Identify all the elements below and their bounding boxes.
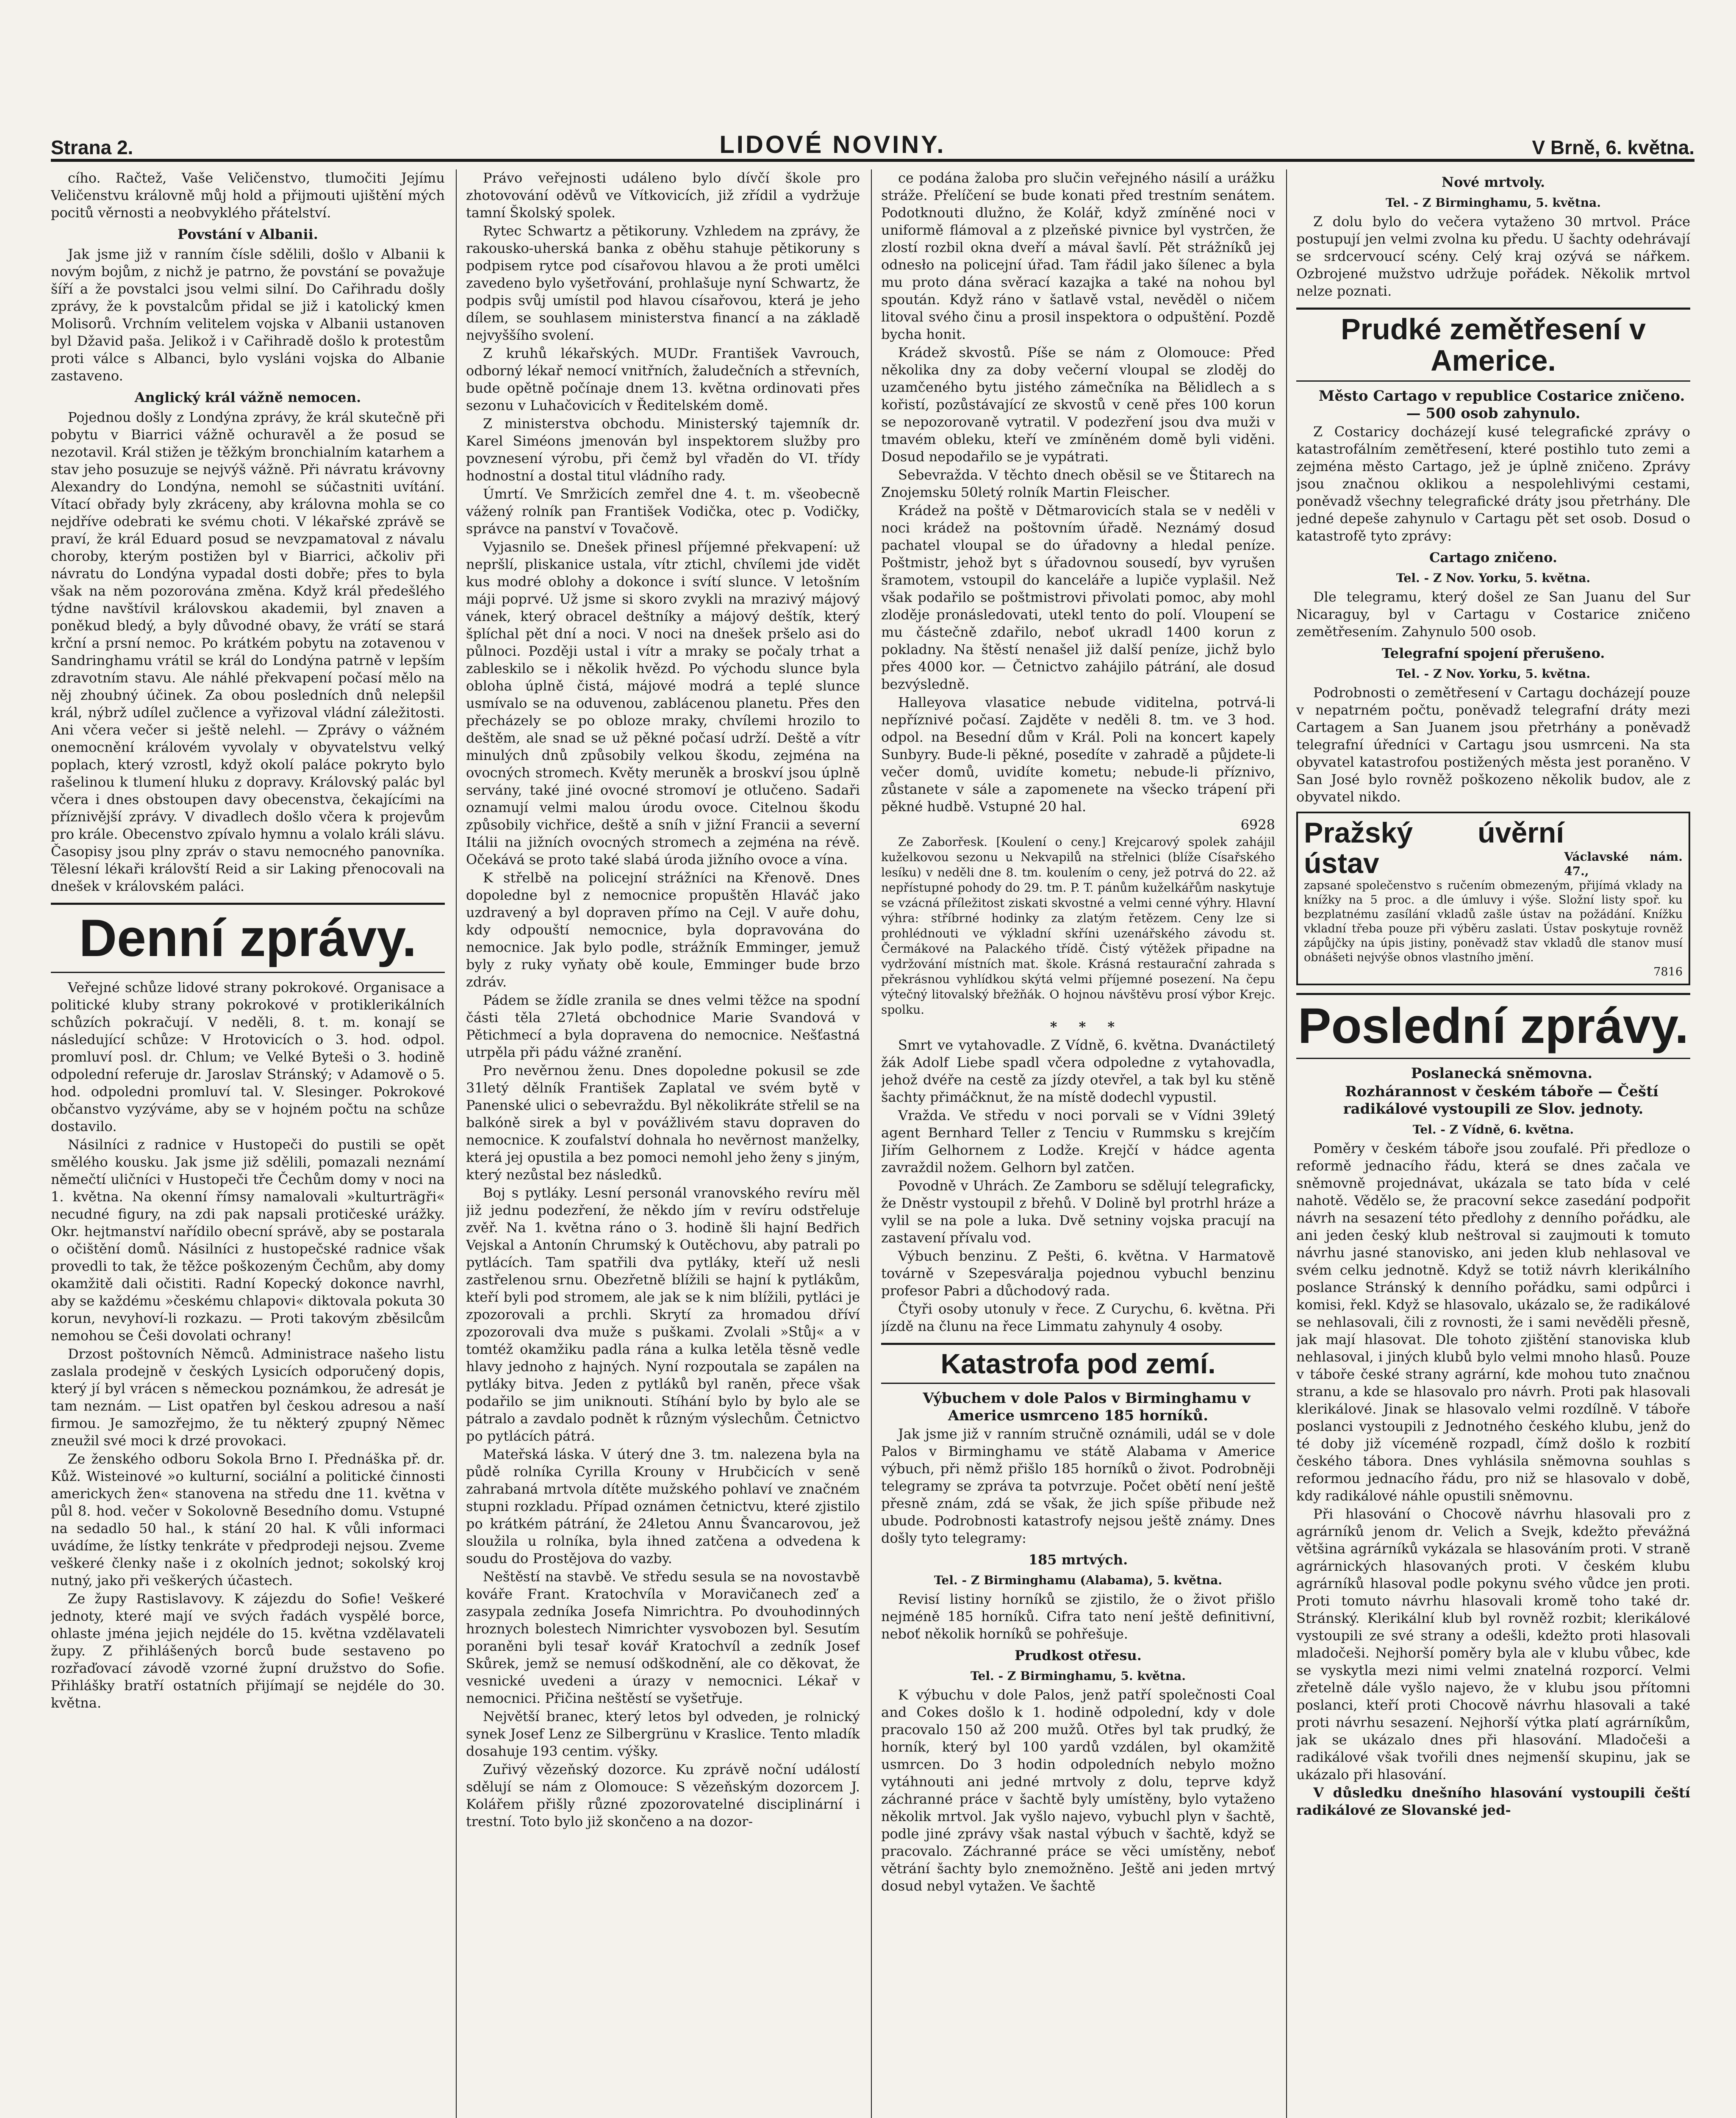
subtitle-zemetreseni: Město Cartago v republice Costarice zničeno. — 500 osob zahynulo.: [1318, 388, 1685, 422]
section-title-katastrofa: Katastrofa pod zemí.: [881, 1343, 1275, 1384]
article-pytlaci: Boj s pytláky. Lesní personál vranovského revíru měl již jednu podezření, že někdo jím v revíru odstřeluje zvěř. Na 1. května ráno o 3. hodině šli hajní Bedřich Vejskal a Antonín Chrumský k Outěchovu, aby patrali po pytlácích. Tam spatřili dva pytláky, kteří už nesli zastřelenou srnu. Obezřetně blížili se hajní k pytlákům, kteří byli pod stromem, ale jak se k nim blížili, pytláci je zpozorovali a prchli. Skrytí za hromadou dříví zpozorovali dva muže s puškami. Zvolali »Stůj« a v tomtéž okamžiku padla rána a kulka letěla těsně vedle hlavy jednoho z hajných. Nyní rozpoutala se zapálen na pytláky bitva. Jeden z pytláků byl raněn, přece však podařilo se jim uniknouti. Stíhání bylo by bylo ale se pátralo a zavdalo podnět k různým výslechům. Četnictvo po pytlácích pátrá.: [466, 1185, 860, 1444]
article-strelba: K střelbě na policejní strážníci na Křenově. Dnes dopoledne byl z nemocnice propuštěn Hlaváč jako uzdravený a byl dopraven přímo na Cejl. V auře dohu, kdy odpouští nemocnice, byla dopravována do nemocnice. Jak bylo podle, strážník Emminger, jemuž byly z ruky vyňaty obě koule, Emminger bude brzo zdráv.: [466, 870, 860, 990]
article-kradez-posta: Krádež na poště v Dětmarovicích stala se v neděli v noci krádež na poštovním úřadě. Neznámý dosud pachatel vloupal se do úřadovny a hledal peníze. Poštmistr, jehož byt s úřadovnou sousedí, byv vyrušen šramotem, vstoupil do kanceláře a lupiče vyplašil. Než však podařilo se poštmistrovi přivolati pomoc, aby mohl zloděje pronásledovati, utekl tento do polí. Vloupení se mu částečně zdařilo, neboť ukradl 1400 korun z pokladny. Na štěstí nenašel již další peníze, jichž bylo přes 4000 kor. — Četnictvo zahájilo pátrání, ale dosud bezvýsledně.: [881, 502, 1275, 692]
column-4: [1296, 169, 1690, 2118]
dateline: Tel. - Z Birminghamu, 5. května.: [970, 1669, 1186, 1683]
article-king: Pojednou došly z Londýna zprávy, že král skutečně při pobytu v Biarrici vážně ochuravěl a že posud se nezotavil. Král stižen je těžkým bronchialním katarhem a stav jeho posuzuje se nejvýš vážně. Při návratu krávovny Alexandry do Londýna, nemohl se súčastniti uvítání. Vítací obřady byly zkráceny, aby královna mohla se co nejdříve odebrati ke svému choti. V lékařské zprávě se praví, že král Eduard posud se nevzpamatoval z návalu choroby, kterým postižen byl v Biarrici, ačkoliv při návratu do Londýna vypadal dosti dobře; přes to byla však na něm pozorována změna. Když král předešlého týdne navštívil královskou akademii, byl znaven a poněkud bledý, a byly důvodné obavy, že vrátí se stará krční a prsní nemoc. Po krátkém pobytu na zotavenou v Sandringhamu vrátil se král do Londýna patrně v lepším zdravotním stavu. Ale náhlé překvapení počasí mělo na něj zhoubný účinek. Za obou posledních dnů nelepšil král, nýbrž udílel zučlence a vyřizoval vládní záležitosti. Ani včera večer si ještě nelehl. — Zprávy o vážném onemocnění královém vyvolaly v obyvatelstvu velký poplach, který vzrostl, když okolí paláce pokryto bylo rašelinou k tlumení hluku z dopravy. Královský palác byl včera i dnes obstoupen davy obecenstva, čekajícími na příznivější zprávy. V divadlech došlo včera k projevům pro krále. Obecenstvo zpívalo hymnu a volalo králi slávu. Časopisy jsou plny zpráv o stavu nemocného panovníka. Tělesní lékaři královští Reid a sir Laking přenocovali na dnešek v královském paláci.: [51, 409, 445, 894]
column-1: [51, 169, 445, 2118]
heading-cartago: Cartago zničeno.: [1429, 549, 1558, 566]
article-zemetreseni: Z Costaricy docházejí kusé telegrafické zprávy o katastrofálním zemětřesení, které postihlo tuto zemi a zejména město Cartago, jež je úplně zničeno. Zprávy jsou značnou oklikou a nespolehlivými cestami, poněvadž všechny telegrafické dráty jsou přetrhány. Dle jedné depeše zahynulo v Cartagu pět set osob. Dosud o katastrofě tyto zprávy:: [1296, 424, 1690, 544]
article-hlasovani: Při hlasování o Chocově návrhu hlasovali pro z agrárníků jenom dr. Velich a Svejk, kdežto převážná většina agrárníků vykázala se hlasováním proti. V straně agrárnických hlasovaných proti. V českém klubu agrárníků hlasoval podle pokynu svého vůdce jen proti. Proti tomuto návrhu hlasovali kromě toho také dr. Stránský. Klerikální klub byl rovněž rozbit; klerikálové vystoupili ze své strany a odešli, kdežto proti hlasovali mladočeši. Nejhorší poměry byla ale v klubu vůbec, kde se vyskytla mezi nimi velmi znatelná rozporcí. Velmi zřetelně dále vyšlo najevo, že v klubu jsou přítomni poslanci, kteří proti Chocově návrhu hlasovali a také proti návrhu sesazení. Nejhorší výtka platí agrárníkům, jak se ukázalo dnes při hlasování. Mladočeši a radikálové však tvořili dnes nejmenší skupinu, jak se ukázalo při hlasování.: [1296, 1505, 1690, 1783]
column-2: [466, 169, 860, 2118]
article-nestesti: Neštěstí na stavbě. Ve středu sesula se na novostavbě kováře Frant. Kratochvíla v Moravičanech zeď a zasypala zedníka Josefa Nimrichtra. Po dvouhodinných hroznych bolestech Nimrichter vysvobozen byl. Sesutím poraněni byli tesař kovář Kratochvíl a zedník Josef Skůrek, jemž se nemusí odškodnění, ale co děkovat, že vesnické uvedeni a úrazy v nemocnici. Lékař v nemocnici. Přičina neštěstí se vyšetřuje.: [466, 1569, 860, 1706]
subtitle-snemovna: Poslanecká sněmovna.: [1411, 1065, 1593, 1082]
dateline: Tel. - Z Birminghamu, 5. května.: [1385, 196, 1601, 210]
dateline: Tel. - Z Nov. Yorku, 5. května.: [1396, 667, 1591, 681]
heading-mrtvych: 185 mrtvých.: [1028, 1552, 1128, 1568]
article-dozorce: Zuřivý vězeňský dozorce. Ku zprávě noční událostí sdělují se nám z Olomouce: S vězeňským dozorcem J. Kolářem přišly různé zpozorovatelné disciplinární i trestní. Toto bylo již skončeno a na dozor-: [466, 1761, 860, 1830]
advertisement-uverni-ustav: [1296, 812, 1690, 985]
separator: * * *: [1050, 1019, 1123, 1035]
ad-number: 6928: [1240, 817, 1275, 833]
article-title-albania: Povstání v Albanii.: [177, 226, 318, 242]
article-schwartz: Rytec Schwartz a pětikoruny. Vzhledem na zprávy, že rakousko-uherská banka z oběhu stahuje pětikoruny s podpisem rytce pod císařovou hlavou a že proti umělci zavedeno bylo vyšetřování, prohlašuje nyní Schwartz, že podpis svůj umístil pod hlavou císařovou, která je jeho dílem, se souhlasem ministerstva financí a na základě nejvyššího svolení.: [466, 223, 860, 343]
dateline: Tel. - Z Birminghamu (Alabama), 5. května.: [934, 1573, 1223, 1588]
article-zupa: Ze župy Rastislavovy. K zájezdu do Sofie! Veškeré jednoty, které mají ve svých řadách vyspělé borce, ohlaste jména jejich nejdéle do 15. května vzdělavateli župy. Z přihlášených borců bude sestaveno po rozřaďovací závodě vzorné župní družstvo do Sofie. Přihlášky bratří ostatních přijímají se nejdéle do 30. května.: [51, 1591, 445, 1711]
article-padem: Pádem se žídle zranila se dnes velmi těžce na spodní části těla 27letá obchodnice Marie Svandová v Pětichmecí a byla dopravena do nemocnice. Nešťastná utrpěla při pádu vážné zranění.: [466, 992, 860, 1060]
article-zaloba: ce podána žaloba pro slučin veřejného násilí a urážku stráže. Přelíčení se bude konati před trestním senátem. Podotknouti dlužno, že Kolář, když zmíněné noci v uniformě flámoval a z plzeňské pivnice byl vystrčen, že zlostí rozbil okna dveří a mával šavlí. Pět strážníků jej odnesło na policejní úřad. Tam řádil jako šílenec a byla mu proto dána svěrací kazajka a také na nohou byl spoután. Když ráno v šatlavě vstal, nevěděl o ničem litoval svého činu a prosil inspektora o odpuštění. Pozdě bycha honit.: [881, 170, 1275, 342]
article-otresu: K výbuchu v dole Palos, jenž patří společnosti Coal and Cokes došlo k 1. hodině odpolední, kdy v dole pracovalo 150 až 200 mužů. Otřes byl tak prudký, že horník, který byl 100 yardů vzdálen, byl okamžitě usmrcen. Do 3 hodin odpoledních nebylo možno vytáhnouti ani jedné mrtvoly z dolu, teprve když záchranné práce v šachtě byly umístěny, bylo vytaženo několik mrtvol. Jak vyšlo najevo, vybuchl plyn v šachtě, podle jiné zprávy však nastal výbuch v šachtě, když se pracovalo. Záchranné práce se věci umístěny, neboť větrání šachty bylo znemožněno. Ještě ani jeden mrtvý dosud nebyl vytažen. Ve šachtě: [881, 1687, 1275, 1894]
article-drzost: Drzost poštovních Němců. Administrace našeho listu zaslala prodejně v českých Lysicích odporučený dopis, který jí byl vrácen s německou poznámkou, že adresát je tam neznám. — List opatřen byl českou adresou a naší firmou. Je samozřejmo, že tu některý zpupný Němec zneužil své moci k drzé provokaci.: [51, 1346, 445, 1449]
ad-address: Václavské nám. 47.,: [1564, 850, 1683, 878]
subtitle-katastrofa: Výbuchem v dole Palos v Birminghamu v Americe usmrceno 185 horníků.: [923, 1390, 1251, 1425]
page-header: [51, 125, 1694, 162]
article-mrtvych: Revisí listiny horníků se zjistilo, že o život přišlo nejméně 185 horníků. Cifra tato není ještě definitivní, neboť několik horníků se pohřešuje.: [881, 1591, 1275, 1642]
article-dusledek: V důsledku dnešního hlasování vystoupili čeští radikálové ze Slovanské jed-: [1296, 1784, 1690, 1818]
article-smrt: Smrt ve vytahovadle. Z Vídně, 6. května. Dvanáctiletý žák Adolf Liebe spadl včera odpoledne z vytahovadla, jehož dvéře na cestě za jízdy otevřel, a tak byl ku stěně šachty přimáčknut, že na místě dodechl vypustil.: [881, 1037, 1275, 1105]
article-title-king: Anglický král vážně nemocen.: [134, 389, 361, 405]
section-title-zemetreseni: Prudké zemětřesení v Americe.: [1296, 308, 1690, 382]
section-title-posledni-zpravy: Poslední zprávy.: [1296, 993, 1690, 1059]
subtitle-rozharannost: Rozhárannost v českém táboře — Čeští radikálové vystoupili ze Slov. jednoty.: [1343, 1083, 1658, 1117]
article-nasilnici: Násilníci z radnice v Hustopeči do pustili se opět smělého kousku. Jak jsme již sdělili, pomazali neznámí němečtí uličníci v Hustopeči tře Čechům domy v noci na 1. května. Na okenní římsy namalovali »kulturträgři« necudné figury, na zdi pak napsali protičeské urážky. Okr. hejtmanství nařídilo obecní správě, aby se postarala o očištění domů. Násilníci z hustopečské radnice však provedli to tak, že těžce poškozeným Čechům, aby domy okamžitě dali očistiti. Radní Kopecký dokonce navrhl, aby se každému »českému chlapovi« diktovala pokuta 30 korun, nevyhoví-li rozkazu. — Proti takovým zběsilcům nemohou se Češi dovolati ochrany!: [51, 1137, 445, 1344]
intro-text: cího. Račtež, Vaše Veličenstvo, tlumočiti Jejímu Veličenstvu královně můj hold a přijmouti ujištění mých pocitů věrnosti a neobvyklého přátelství.: [51, 170, 445, 221]
dateline: Tel. - Z Nov. Yorku, 5. května.: [1396, 571, 1591, 585]
ad-title: Pražský úvěrní ústav: [1304, 817, 1564, 879]
page-number: Strana 2.: [51, 136, 133, 158]
article-branec: Největší branec, který letos byl odveden, je rolnický synek Josef Lenz ze Silbergrünu v Kraslice. Tento mladík dosahuje 193 centim. výšky.: [466, 1708, 860, 1759]
article-albania: Jak jsme již v ranním čísle sdělili, došlo v Albanii k novým bojům, z nichž je patrno, že povstání se považuje šíří a že povstalci jsou velmi silní. Do Cařihradu došly zprávy, že k povstalcům přidal se již i katolický kmen Molisorů. Vrchním velitelem vojska v Albanii ustanoven byl Džavid paša. Jelikož i v Cařihradě došlo k protestům proti válce s Albanci, bylo vysláni vojska do Albanie zastaveno.: [51, 246, 445, 384]
issue-date: V Brně, 6. května.: [1532, 136, 1694, 158]
article-cartago: Dle telegramu, který došel ze San Juanu del Sur Nicaraguy, byl v Cartagu v Costarice zničeno zemětřesením. Zahynulo 500 osob.: [1296, 589, 1690, 640]
article-pomery: Poměry v českém táboře jsou zoufalé. Při předloze o reformě jednacího řádu, která se dnes začala ve sněmovně projednávat, ukázala se tato bída v celé nahotě. Vědělo se, že pracovní sekce zasedání podpořit návrh na sesazení této předlohy z denního pořádku, ale ani jeden český klub neštroval si zaujmouti k tomuto návrhu jasné stanovisko, ani jeden klub nehlasoval ve svém celku jednotně. Když se totiž návrh klerikálního poslance Stránský k denního pořádku, sami odpůrci i komisi, řekl. Když se hlasovalo, ukázalo se, že radikálové se nehlasovali, čili z rovnosti, že i sami nevěděli přesně, jak mají hlasovat. Dle tohoto zjištění stanoviska klub nehlasoval, i jiných klubů bylo velmi mnoho hlasů. Pouze v táboře české strany agrární, kde mohou tuto značnou stranu, a kde se hlasovalo pro návrh. Proti pak hlasovali klerikálové. Jinak se hlasovalo velmi rozdílně. V táboře poslanci vystoupili z Jednotného českého klubu, jenž do té doby již víceméně rozpadl, čímž došlo k rozbití českého tábora. Dnes vyhlásila sněmovna souhlas s reformou jednacího řádu, pro niž se hlasovalo v době, kdy radikálové náhle opustili sněmovnu.: [1296, 1140, 1690, 1504]
article-vrazda: Vražda. Ve středu v noci porvali se v Vídni 39letý agent Bernhard Teller z Tenciu v Rummsku s krejčím Jiřím Gelhornem z Lodže. Krejčí v hádce agenta zavraždil nožem. Gelhorn byl zatčen.: [881, 1107, 1275, 1175]
column-divider: [456, 169, 457, 2118]
article-pravo: Právo veřejnosti událeno bylo dívčí škole pro zhotovování oděvů ve Vítkovicích, již zřídil a vydržuje tamní Školský spolek.: [466, 170, 860, 221]
article-telegraf: Podrobnosti o zemětřesení v Cartagu docházejí pouze v nepatrném počtu, poněvadž telegrafní dráty mezi Cartagem a San Juanem jsou přetrhány a poněvadž telegrafní úředníci v Cartagu jsou usmrceni. Na sta obyvatel katastrofou postižených města jest poraněno. V San José bylo rovněž poškozeno několik budov, ale z obyvatel nikdo.: [1296, 685, 1690, 805]
article-materska: Mateřská láska. V úterý dne 3. tm. nalezena byla na půdě rolníka Cyrilla Krouny v Hrubčicích v seně zahrabaná mrtvola dítěte mužského pohlaví ve značném stupni rozkladu. Případ oznámen četnictvu, které zjistilo po krátkém pátrání, že 24letou Annu Švancarovou, jež sloužila u rolníka, byla ihned zatčena a odvedena k soudu do Prostějova do vazby.: [466, 1446, 860, 1566]
column-3: [881, 169, 1275, 2118]
column-divider: [1286, 169, 1287, 2118]
article-schuze: Veřejné schůze lidové strany pokrokové. Organisace a politické kluby strany pokrokové v protiklerikálních schůzích pokračují. V neděli, 8. t. m. konají se následující schůze: V Hrotovicích o 3. hod. odpol. promluví posl. dr. Chlum; ve Velké Byteši o 3. hodině odpolední referuje dr. Jaroslav Stránský; v Adamově o 5. hod. odpoledni promluví tal. V. Slesinger. Pokrokové občanstvo vyzýváme, aby se v hojném počtu na schůze dostavilo.: [51, 979, 445, 1135]
heading-nove-mrtvoly: Nové mrtvoly.: [1441, 174, 1545, 190]
article-lekari: Z kruhů lékařských. MUDr. František Vavrouch, odborný lékař nemocí vnitřních, žaludečních a střevních, bude opětně počínaje dnem 13. května ordinovati přes sezonu v Luhačovicích v Ředitelském domě.: [466, 345, 860, 413]
dateline: Tel. - Z Vídně, 6. května.: [1412, 1122, 1574, 1137]
ad-number: 7816: [1653, 965, 1683, 979]
article-sebevrazda: Sebevražda. V těchto dnech oběsil se ve Štitarech na Znojemsku 50letý rolník Martin Fleischer.: [881, 467, 1275, 500]
article-kradez-skvostu: Krádež skvostů. Píše se nám z Olomouce: Před několika dny za doby večerní vloupal se zloděj do uzamčeného bytu jistého zámečníka na Bělidlech a s kořistí, pozůstávající ze skvostů v ceně přes 100 korun se nepozorovaně vytratil. V podezření jsou dva muži v tmavém obleku, kteří ve zmíněném domě byli viděni. Dosud nepodařilo se je vypátrati.: [881, 344, 1275, 465]
article-vybuch-benzinu: Výbuch benzinu. Z Pešti, 6. května. V Harmatově továrně v Szepesváralja pojednou vybuchl benzinu profesor Pabri a důchodový rada.: [881, 1248, 1275, 1299]
article-halley: Halleyova vlasatice nebude viditelna, potrvá-li nepříznivé počasí. Zajděte v neděli 8. tm. ve 3 hod. odpol. na Besední dům v Král. Poli na koncert kapely Sunbyry. Bude-li pěkné, posedíte v zahradě a půjdete-li večer domů, uvidíte kometu; nebude-li příznivo, zůstanete v sále a zapomenete na všecko trápení při pěkné hudbě. Vstupné 20 hal.: [881, 694, 1275, 815]
article-umrti: Úmrtí. Ve Smržicích zemřel dne 4. t. m. všeobecně vážený rolník pan František Vodička, otec p. Vodičky, správce na panství v Tovačově.: [466, 486, 860, 537]
ad-body: zapsané společenstvo s ručením obmezeným, přijímá vklady na knížky na 5 proc. a dle úmluvy i výše. Složní listy spoř. ku bezplatnému zasílání vkladů zašle ústav na požádání. Knížku vkladní třeba pouze při výběru zaslati. Ústav poskytuje rovněž zápůjčky na úpis jistiny, poněvadž stav vkladů dle stanov musí obnášeti nejvýše obnos vlastního jmění.: [1304, 879, 1683, 964]
article-nove-mrtvoly: Z dolu bylo do večera vytaženo 30 mrtvol. Práce postupují jen velmi zvolna ku předu. U šachty odehrávají se srdcervoucí scény. Celý kraj ozývá se nářkem. Ozbrojené mužstvo udržuje pořádek. Několik mrtvol nelze poznati.: [1296, 213, 1690, 299]
article-katastrofa: Jak jsme již v ranním stručně oznámili, udál se v dole Palos v Birminghamu ve státě Alabama v Americe výbuch, při němž přišlo 185 horníků o život. Podrobněji telegramy se zpráva ta potvrzuje. Počet obětí není ještě přesně znám, zdá se však, že jich spíše přibude než ubude. Podrobnosti katastrofy nejsou ještě známy. Dnes došly tyto telegramy:: [881, 1426, 1275, 1547]
ad-kouleni: Ze Zaborřesk. [Koulení o ceny.] Krejcarový spolek zahájil kuželkovou sezonu u Nekvapilů na střelnici (blíže Císařského lesíku) v neděli dne 8. tm. koulením o ceny, jež potrvá do 22. až nepřístupné pohody do 29. tm. P. T. pánům kuželkářům naskytuje se vzácná příležitost ziskati skvostné a velmi cenné výhry. Hlavní výhra: stříbrné hodinky za zlatým řetězem. Ceny lze si prohlédnouti ve výkladní skříni uzenářského závodu st. Čermákové na Palackého třídě. Čistý výtěžek připadne na vydržování místních mat. škole. Krásná restaurační zahrada s překrásnou vyhlídkou skýtá velmi příjemné posezení. Na čepu výtečný litovalský břežňák. O hojnou návštěvu prosí výbor Krejc. spolku.: [881, 835, 1275, 1017]
article-vyjasnilo: Vyjasnilo se. Dnešek přinesl příjemné překvapení: už nepršlí, pliskanice ustala, vítr ztichl, chvílemi jde vidět kus modré oblohy a dokonce i svítí slunce. V letošním máji poprvé. Už jsme si skoro zvykli na mrazivý májový vánek, který obracel deštníky a májový deštík, který šplíchal pět dní a noci. V noci na dnešek pršelo asi do půlnoci. Později ustal i vítr a mraky se počaly trhat a zableskilo se i několik hvězd. Po východu slunce byla obloha úplně čistá, májové modrá a teplé slunce usmívalo se na oduvenou, zablácenou planetu. Přes den přecházely se po obloze mraky, chvílemi hrozilo to deštěm, ale snad se už pěkné počasí udrží. Deště a vítr minulých dnů způsobily velkou škodu, zejména na ovocných stromech. Květy meruněk a broskví jsou úplně servány, také jiné ovocné stromoví je otlučeno. Sadaři oznamují velmi malou úrodu ovoce. Citelnou škodu způsobily vichřice, deště a sníh v jižní Francii a severní Itálii na jižních ovocných stromech a zejména na révě. Očekává se proto také slabá úroda jižního ovoce a vína.: [466, 539, 860, 868]
section-title-denni-zpravy: Denní zprávy.: [51, 903, 445, 973]
article-utonuly: Čtyři osoby utonuly v řece. Z Curychu, 6. května. Při jízdě na člunu na řece Limmatu zahynuly 4 osoby.: [881, 1301, 1275, 1334]
heading-telegraf: Telegrafní spojení přerušeno.: [1381, 645, 1605, 661]
column-divider: [871, 169, 872, 2118]
masthead-title: LIDOVÉ NOVINY.: [719, 131, 946, 158]
article-ministerstvo: Z ministerstva obchodu. Ministerský tajemník dr. Karel Siméons jmenován byl inspektorem služby pro povznesení výrobu, při čemž byl vřaděn do VI. třídy hodnostní a dostal titul vládního rady.: [466, 416, 860, 484]
heading-otresu: Prudkost otřesu.: [1015, 1647, 1142, 1664]
article-sokol: Ze ženského odboru Sokola Brno I. Přednáška př. dr. Kůž. Wisteinové »o kulturní, sociální a politické činnosti americkych žen« stanovena na středu dne 11. května v půl 8. hod. večer v Sokolovně Besedního domu. Vstupné na sedadlo 50 hal., k stání 20 hal. K vůli informaci uvádíme, že lístky tenkráte v předprodeji nejsou. Zveme veškeré členky naše i z okolních jednot; sokolský kroj nutný, jako při veškerých účastech.: [51, 1451, 445, 1589]
article-nevera: Pro nevěrnou ženu. Dnes dopoledne pokusil se zde 31letý dělník František Zaplatal ve svém bytě v Panenské ulici o sebevraždu. Byl několikráte střelil se na balkóně sirek a byl v povážlivém stavu dopraven do nemocnice. K zoufalství dohnala ho nevěrnost manželky, která jej opustila a bez pomoci nemohl jeho ženy s jiným, který nezůstal bez následků.: [466, 1062, 860, 1183]
article-povodne: Povodně v Uhrách. Ze Zamboru se sdělují telegraficky, že Dněstr vystoupil z břehů. V Dolině byl protrhl hráze a vylil se na pole a luka. Dvě setniny vojska pracují na zastavení přívalu vod.: [881, 1178, 1275, 1246]
